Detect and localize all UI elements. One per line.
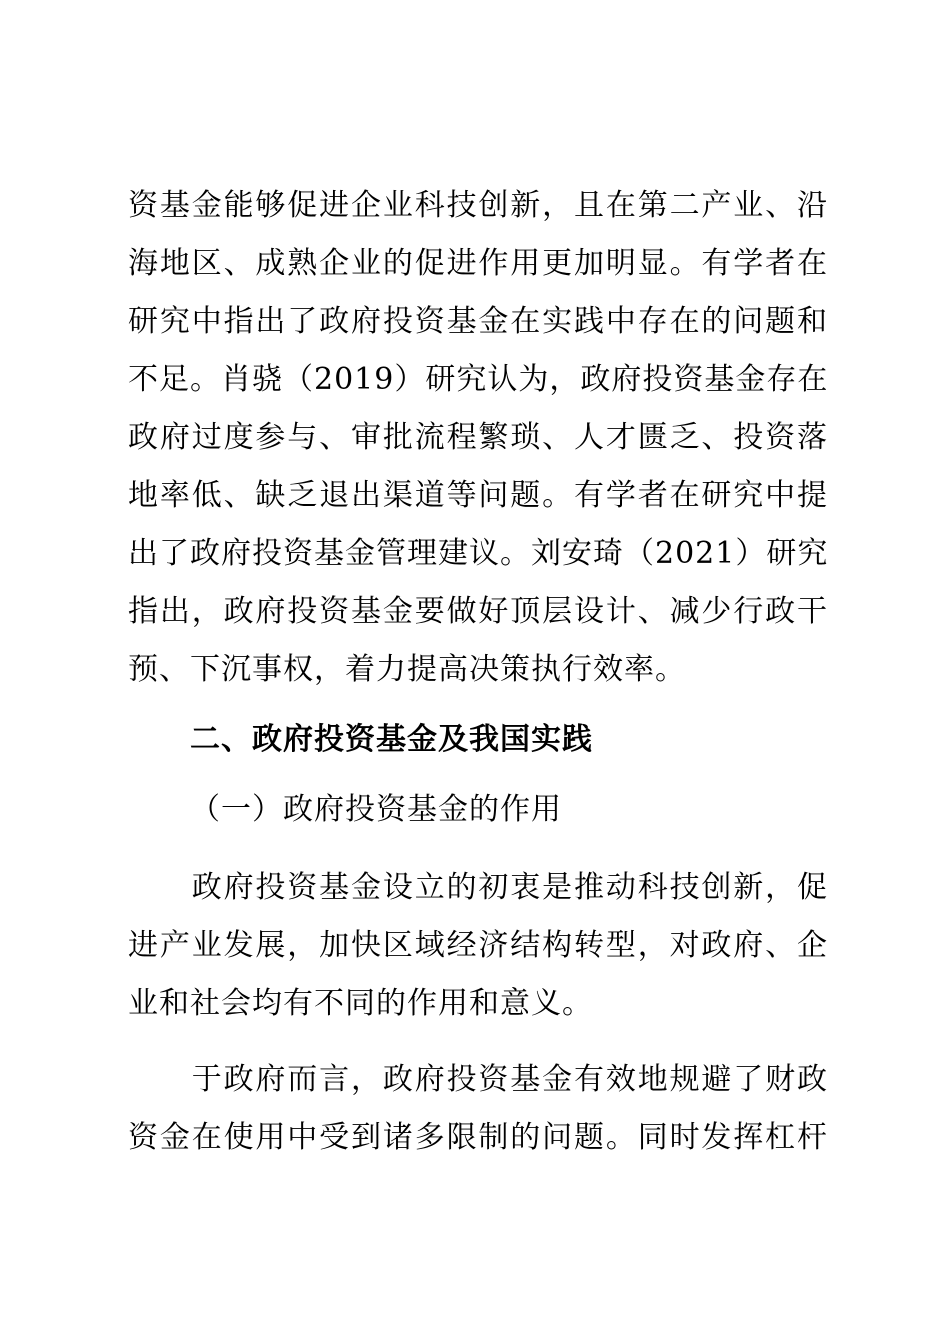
paragraph-line: 出了政府投资基金管理建议。刘安琦（2021）研究 [128,536,828,571]
sub-heading: （一）政府投资基金的作用 [190,792,562,827]
paragraph-line: 资基金能够促进企业科技创新，且在第二产业、沿 [128,188,828,223]
paragraph-line: 海地区、成熟企业的促进作用更加明显。有学者在 [128,246,828,281]
paragraph-line: 业和社会均有不同的作用和意义。 [128,986,593,1021]
paragraph-line: 进产业发展，加快区域经济结构转型，对政府、企 [128,928,828,963]
paragraph-line: 于政府而言，政府投资基金有效地规避了财政 [128,1062,828,1097]
paragraph-line: 政府投资基金设立的初衷是推动科技创新，促 [128,870,828,905]
paragraph-line: 指出，政府投资基金要做好顶层设计、减少行政干 [128,594,828,629]
paragraph-line: 研究中指出了政府投资基金在实践中存在的问题和 [128,304,828,339]
section-heading: 二、政府投资基金及我国实践 [190,722,593,757]
paragraph-line: 政府过度参与、审批流程繁琐、人才匮乏、投资落 [128,420,828,455]
paragraph-line: 预、下沉事权，着力提高决策执行效率。 [128,652,686,687]
paragraph-line: 资金在使用中受到诸多限制的问题。同时发挥杠杆 [128,1120,828,1155]
paragraph-line: 不足。肖骁（2019）研究认为，政府投资基金存在 [128,362,828,397]
paragraph-line: 地率低、缺乏退出渠道等问题。有学者在研究中提 [128,478,828,513]
